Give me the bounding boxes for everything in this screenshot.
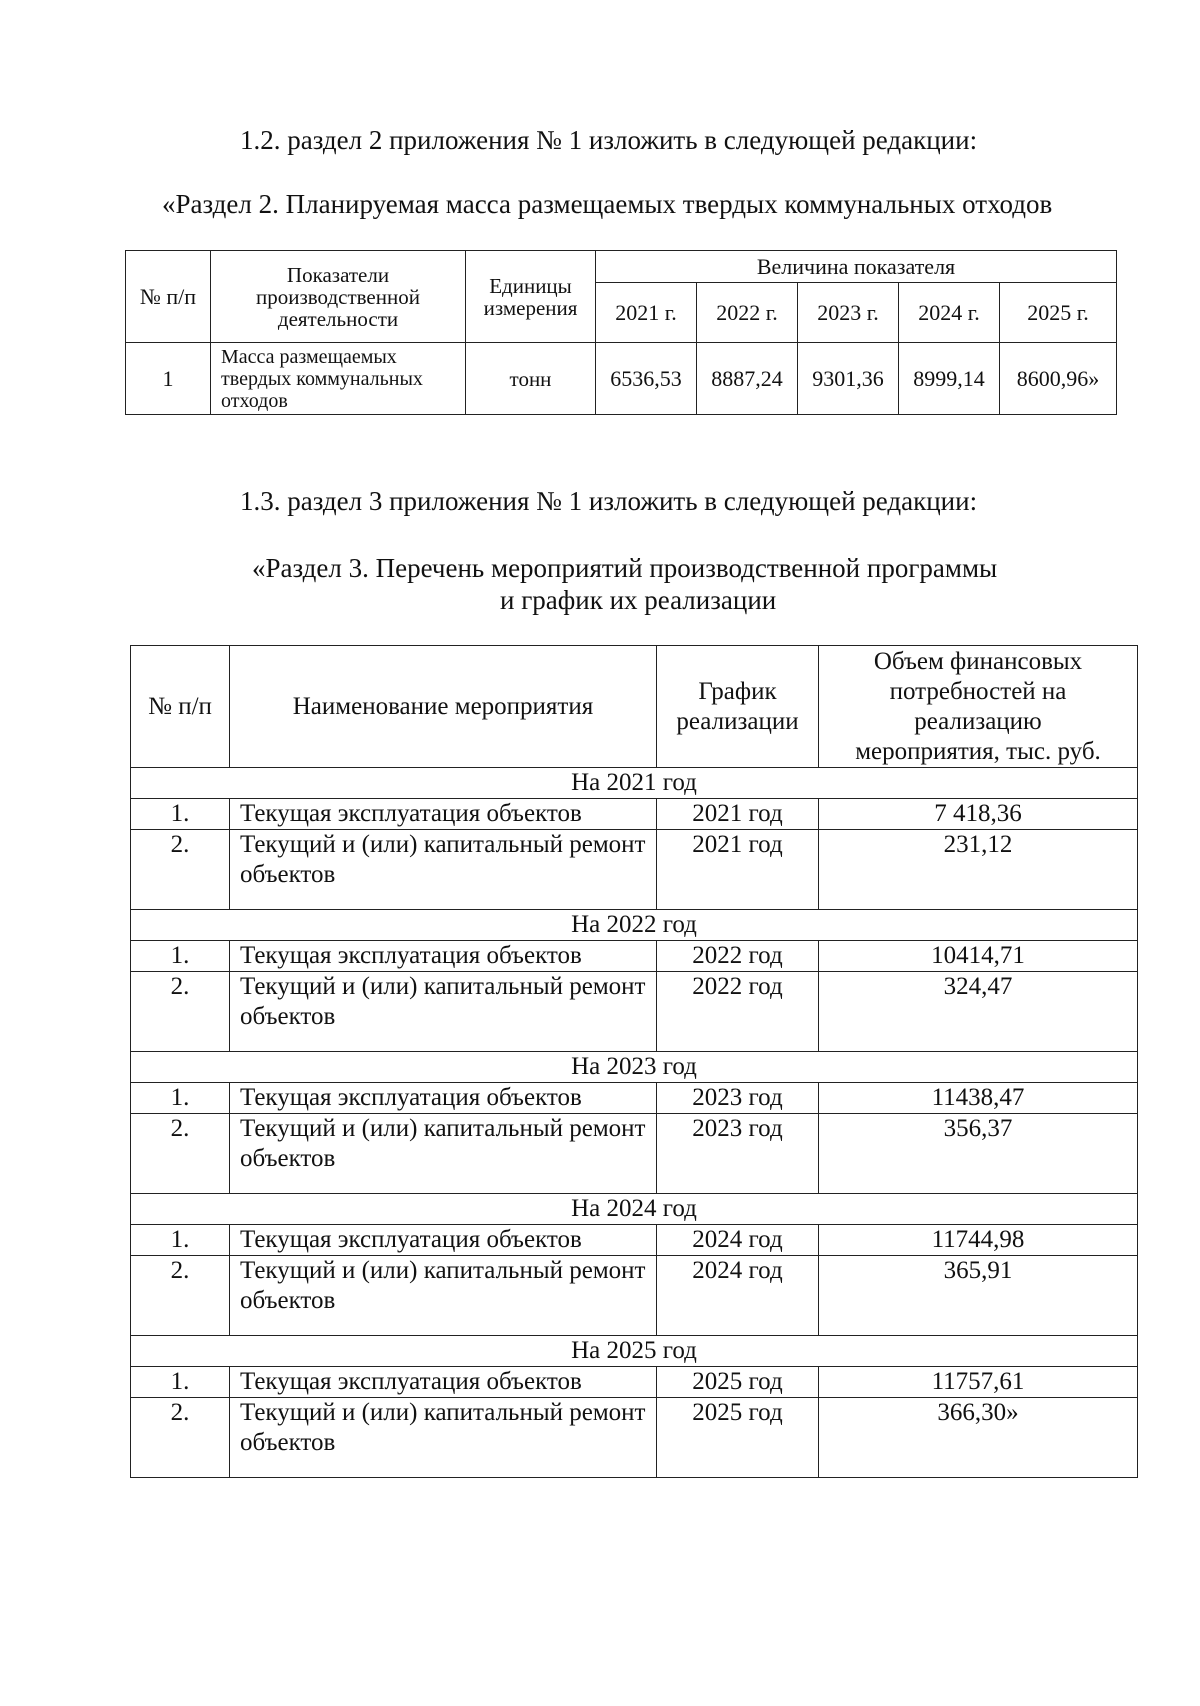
t2-cell-amount: 11438,47: [819, 1083, 1138, 1114]
table-row: [131, 972, 1138, 1052]
t2-cell-schedule: 2021 год: [657, 799, 819, 830]
t2-cell-amount: 356,37: [819, 1114, 1138, 1194]
t2-cell-amount: 7 418,36: [819, 799, 1138, 830]
t1-header-units: Единицы измерения: [466, 251, 596, 343]
t2-cell-num: 2.: [131, 1114, 230, 1194]
section-3-title-line2: и график их реализации: [500, 585, 777, 615]
t2-cell-amount: 10414,71: [819, 941, 1138, 972]
table-row: [131, 1398, 1138, 1478]
year-group-heading: На 2025 год: [131, 1336, 1138, 1367]
t2-cell-schedule: 2023 год: [657, 1083, 819, 1114]
t2-cell-amount: 365,91: [819, 1256, 1138, 1336]
t2-cell-num: 1.: [131, 799, 230, 830]
t2-cell-num: 1.: [131, 1083, 230, 1114]
t2-cell-amount: 11744,98: [819, 1225, 1138, 1256]
t2-cell-name: Текущий и (или) капитальный ремонт объектов: [230, 1114, 657, 1194]
t1-cell-value: 9301,36: [798, 343, 899, 415]
t1-header-year: 2021 г.: [596, 283, 697, 343]
t2-cell-name: Текущий и (или) капитальный ремонт объектов: [230, 830, 657, 910]
t2-cell-schedule: 2025 год: [657, 1367, 819, 1398]
t2-cell-amount: 11757,61: [819, 1367, 1138, 1398]
year-group-heading: На 2021 год: [131, 768, 1138, 799]
table-row: [131, 830, 1138, 910]
t2-cell-name: Текущая эксплуатация объектов: [230, 1083, 657, 1114]
t2-cell-schedule: 2021 год: [657, 830, 819, 910]
table-row: [131, 1256, 1138, 1336]
t2-cell-schedule: 2023 год: [657, 1114, 819, 1194]
t1-cell-num: 1: [126, 343, 211, 415]
production-indicators-table: [125, 250, 1117, 415]
t1-header-value-group: Величина показателя: [596, 251, 1117, 283]
table-row: [131, 1225, 1138, 1256]
year-group-heading: На 2022 год: [131, 910, 1138, 941]
t2-cell-name: Текущий и (или) капитальный ремонт объектов: [230, 1398, 657, 1478]
paragraph-1-3: 1.3. раздел 3 приложения № 1 изложить в следующей редакции:: [240, 486, 978, 516]
t2-cell-schedule: 2022 год: [657, 972, 819, 1052]
t2-header-name: Наименование мероприятия: [230, 646, 657, 768]
table-row: [131, 799, 1138, 830]
t2-cell-num: 2.: [131, 1398, 230, 1478]
t1-cell-value: 8999,14: [899, 343, 1000, 415]
year-group-row: [131, 910, 1138, 941]
t1-header-year: 2024 г.: [899, 283, 1000, 343]
t2-cell-num: 2.: [131, 1256, 230, 1336]
t2-cell-num: 2.: [131, 830, 230, 910]
year-group-heading: На 2024 год: [131, 1194, 1138, 1225]
t1-header-indicators: Показатели производственной деятельности: [211, 251, 466, 343]
t2-cell-num: 1.: [131, 1367, 230, 1398]
t2-cell-schedule: 2022 год: [657, 941, 819, 972]
t2-cell-num: 1.: [131, 1225, 230, 1256]
t2-cell-name: Текущая эксплуатация объектов: [230, 1367, 657, 1398]
t2-cell-schedule: 2025 год: [657, 1398, 819, 1478]
year-group-heading: На 2023 год: [131, 1052, 1138, 1083]
t2-cell-num: 2.: [131, 972, 230, 1052]
year-group-row: [131, 1336, 1138, 1367]
t2-cell-schedule: 2024 год: [657, 1256, 819, 1336]
t2-cell-name: Текущая эксплуатация объектов: [230, 1225, 657, 1256]
t2-cell-amount: 366,30»: [819, 1398, 1138, 1478]
t2-header-amount: Объем финансовых потребностей на реализацию мероприятия, тыс. руб.: [819, 646, 1138, 768]
section-3-title-line1: «Раздел 3. Перечень мероприятий производственной программы: [252, 553, 998, 583]
t2-cell-name: Текущая эксплуатация объектов: [230, 799, 657, 830]
t2-cell-name: Текущий и (или) капитальный ремонт объектов: [230, 972, 657, 1052]
t2-cell-num: 1.: [131, 941, 230, 972]
section-2-title: «Раздел 2. Планируемая масса размещаемых твердых коммунальных отходов: [162, 189, 1053, 219]
t1-cell-value: 8887,24: [697, 343, 798, 415]
table-row: [131, 1114, 1138, 1194]
t2-cell-amount: 324,47: [819, 972, 1138, 1052]
t2-cell-amount: 231,12: [819, 830, 1138, 910]
t2-cell-name: Текущий и (или) капитальный ремонт объектов: [230, 1256, 657, 1336]
paragraph-1-2: 1.2. раздел 2 приложения № 1 изложить в следующей редакции:: [240, 125, 978, 155]
t1-header-year: 2025 г.: [1000, 283, 1117, 343]
t1-header-year: 2023 г.: [798, 283, 899, 343]
table-row: [126, 343, 1117, 415]
t1-header-year: 2022 г.: [697, 283, 798, 343]
t1-header-num: № п/п: [126, 251, 211, 343]
activities-table: [130, 645, 1138, 1478]
t1-cell-name: Масса размещаемых твердых коммунальных отходов: [211, 343, 466, 415]
table-row: [131, 1083, 1138, 1114]
table-row: [131, 941, 1138, 972]
t2-cell-name: Текущая эксплуатация объектов: [230, 941, 657, 972]
t1-cell-unit: тонн: [466, 343, 596, 415]
year-group-row: [131, 768, 1138, 799]
t1-cell-value: 6536,53: [596, 343, 697, 415]
t2-cell-schedule: 2024 год: [657, 1225, 819, 1256]
t2-header-schedule: График реализации: [657, 646, 819, 768]
t2-header-num: № п/п: [131, 646, 230, 768]
year-group-row: [131, 1052, 1138, 1083]
t1-cell-value: 8600,96»: [1000, 343, 1117, 415]
year-group-row: [131, 1194, 1138, 1225]
table-row: [131, 1367, 1138, 1398]
